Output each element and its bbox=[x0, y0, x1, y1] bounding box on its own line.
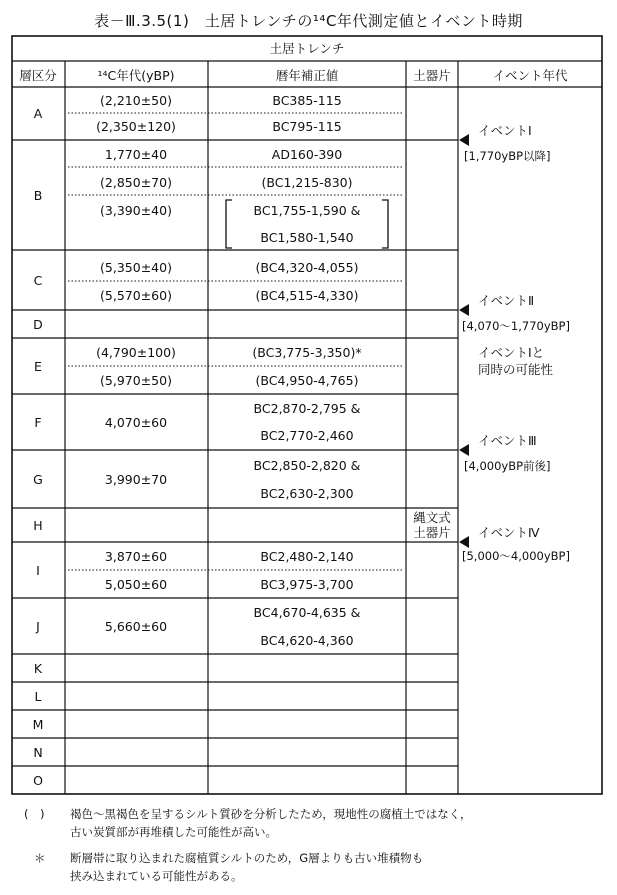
bracket-right bbox=[382, 200, 388, 248]
layer-g: G bbox=[33, 472, 43, 487]
age-f1: 4,070±60 bbox=[104, 415, 168, 430]
layer-i: I bbox=[36, 563, 40, 578]
cal-i1: BC2,480-2,140 bbox=[260, 549, 354, 564]
layer-m: M bbox=[32, 717, 44, 732]
layer-o: O bbox=[33, 773, 43, 788]
event-1-range: [1,770yBP以降] bbox=[464, 149, 551, 163]
event-markers bbox=[459, 134, 469, 548]
layer-d: D bbox=[33, 317, 43, 332]
age-b2: (2,850±70) bbox=[100, 175, 172, 190]
event-3-label: イベントⅢ bbox=[478, 433, 537, 448]
cal-c1: (BC4,320-4,055) bbox=[255, 260, 359, 275]
layer-n: N bbox=[33, 745, 43, 760]
event-2-note-2: 同時の可能性 bbox=[478, 362, 554, 377]
cal-b1: AD160-390 bbox=[271, 147, 343, 162]
event-3-arrow-icon bbox=[459, 444, 469, 456]
age-c1: (5,350±40) bbox=[100, 260, 172, 275]
bracket-left bbox=[226, 200, 232, 248]
note-2-mark: ＊ bbox=[34, 851, 46, 865]
age-g1: 3,990±70 bbox=[104, 472, 168, 487]
note-1-line2: 古い炭質部が再堆積した可能性が高い。 bbox=[70, 825, 277, 839]
note-1-line1: 褐色～黒褐色を呈するシルト質砂を分析したため，現地性の腐植土ではなく， bbox=[70, 807, 472, 821]
cal-e2: (BC4,950-4,765) bbox=[255, 373, 359, 388]
layer-l: L bbox=[34, 689, 42, 704]
cal-f1b: BC2,770-2,460 bbox=[260, 428, 354, 443]
event-2-note-1: イベントⅠと bbox=[478, 345, 545, 360]
table-caption: 土居トレンチ bbox=[269, 41, 345, 56]
event-1-arrow-icon bbox=[459, 134, 469, 146]
cal-b2: (BC1,215-830) bbox=[261, 175, 353, 190]
age-j1: 5,660±60 bbox=[104, 619, 168, 634]
header-c14-age: ¹⁴C年代(yBP) bbox=[97, 68, 175, 83]
cal-b3b: BC1,580-1,540 bbox=[260, 230, 354, 245]
age-e1: (4,790±100) bbox=[96, 345, 176, 360]
layer-a: A bbox=[33, 106, 43, 121]
pottery-h-line2: 土器片 bbox=[413, 525, 451, 540]
header-pottery: 土器片 bbox=[413, 68, 451, 83]
age-a1: (2,210±50) bbox=[100, 93, 172, 108]
cal-f1a: BC2,870-2,795 & bbox=[253, 401, 361, 416]
cal-j1a: BC4,670-4,635 & bbox=[253, 605, 361, 620]
pottery-h-line1: 縄文式 bbox=[413, 510, 451, 525]
layer-e: E bbox=[34, 359, 42, 374]
note-1-mark: ( ) bbox=[24, 807, 45, 821]
layer-h: H bbox=[33, 518, 43, 533]
row-separators bbox=[12, 140, 458, 766]
age-b3: (3,390±40) bbox=[100, 203, 172, 218]
age-b1: 1,770±40 bbox=[104, 147, 168, 162]
cal-j1b: BC4,620-4,360 bbox=[260, 633, 354, 648]
event-4-arrow-icon bbox=[459, 536, 469, 548]
cal-a2: BC795-115 bbox=[272, 119, 342, 134]
event-2-label: イベントⅡ bbox=[478, 293, 535, 308]
note-2-line1: 断層帯に取り込まれた腐植質シルトのため，G層よりも古い堆積物も bbox=[70, 851, 424, 865]
header-layer: 層区分 bbox=[19, 68, 57, 83]
cal-e1: (BC3,775-3,350)* bbox=[252, 345, 362, 360]
age-c2: (5,570±60) bbox=[100, 288, 172, 303]
event-2-arrow-icon bbox=[459, 304, 469, 316]
event-4-range: [5,000～4,000yBP] bbox=[462, 549, 570, 563]
cal-g1a: BC2,850-2,820 & bbox=[253, 458, 361, 473]
cal-i2: BC3,975-3,700 bbox=[260, 577, 354, 592]
event-2-range: [4,070～1,770yBP] bbox=[462, 319, 570, 333]
layer-c: C bbox=[33, 273, 43, 288]
layer-b: B bbox=[33, 188, 43, 203]
layer-j: J bbox=[36, 619, 40, 634]
event-4-label: イベントⅣ bbox=[478, 525, 540, 540]
layer-f: F bbox=[34, 415, 42, 430]
page-title: 表－Ⅲ.3.5(1) 土居トレンチの¹⁴C年代測定値とイベント時期 bbox=[94, 12, 523, 30]
age-i2: 5,050±60 bbox=[104, 577, 168, 592]
header-event: イベント年代 bbox=[492, 68, 568, 83]
age-e2: (5,970±50) bbox=[100, 373, 172, 388]
note-2-line2: 挟み込まれている可能性がある。 bbox=[70, 869, 243, 883]
event-3-range: [4,000yBP前後] bbox=[464, 459, 551, 473]
cal-b3a: BC1,755-1,590 & bbox=[253, 203, 361, 218]
age-a2: (2,350±120) bbox=[96, 119, 176, 134]
cal-a1: BC385-115 bbox=[272, 93, 342, 108]
age-i1: 3,870±60 bbox=[104, 549, 168, 564]
cal-c2: (BC4,515-4,330) bbox=[255, 288, 359, 303]
layer-k: K bbox=[33, 661, 43, 676]
header-calibrated: 暦年補正値 bbox=[275, 68, 339, 83]
event-1-label: イベントⅠ bbox=[478, 123, 532, 138]
cal-g1b: BC2,630-2,300 bbox=[260, 486, 354, 501]
